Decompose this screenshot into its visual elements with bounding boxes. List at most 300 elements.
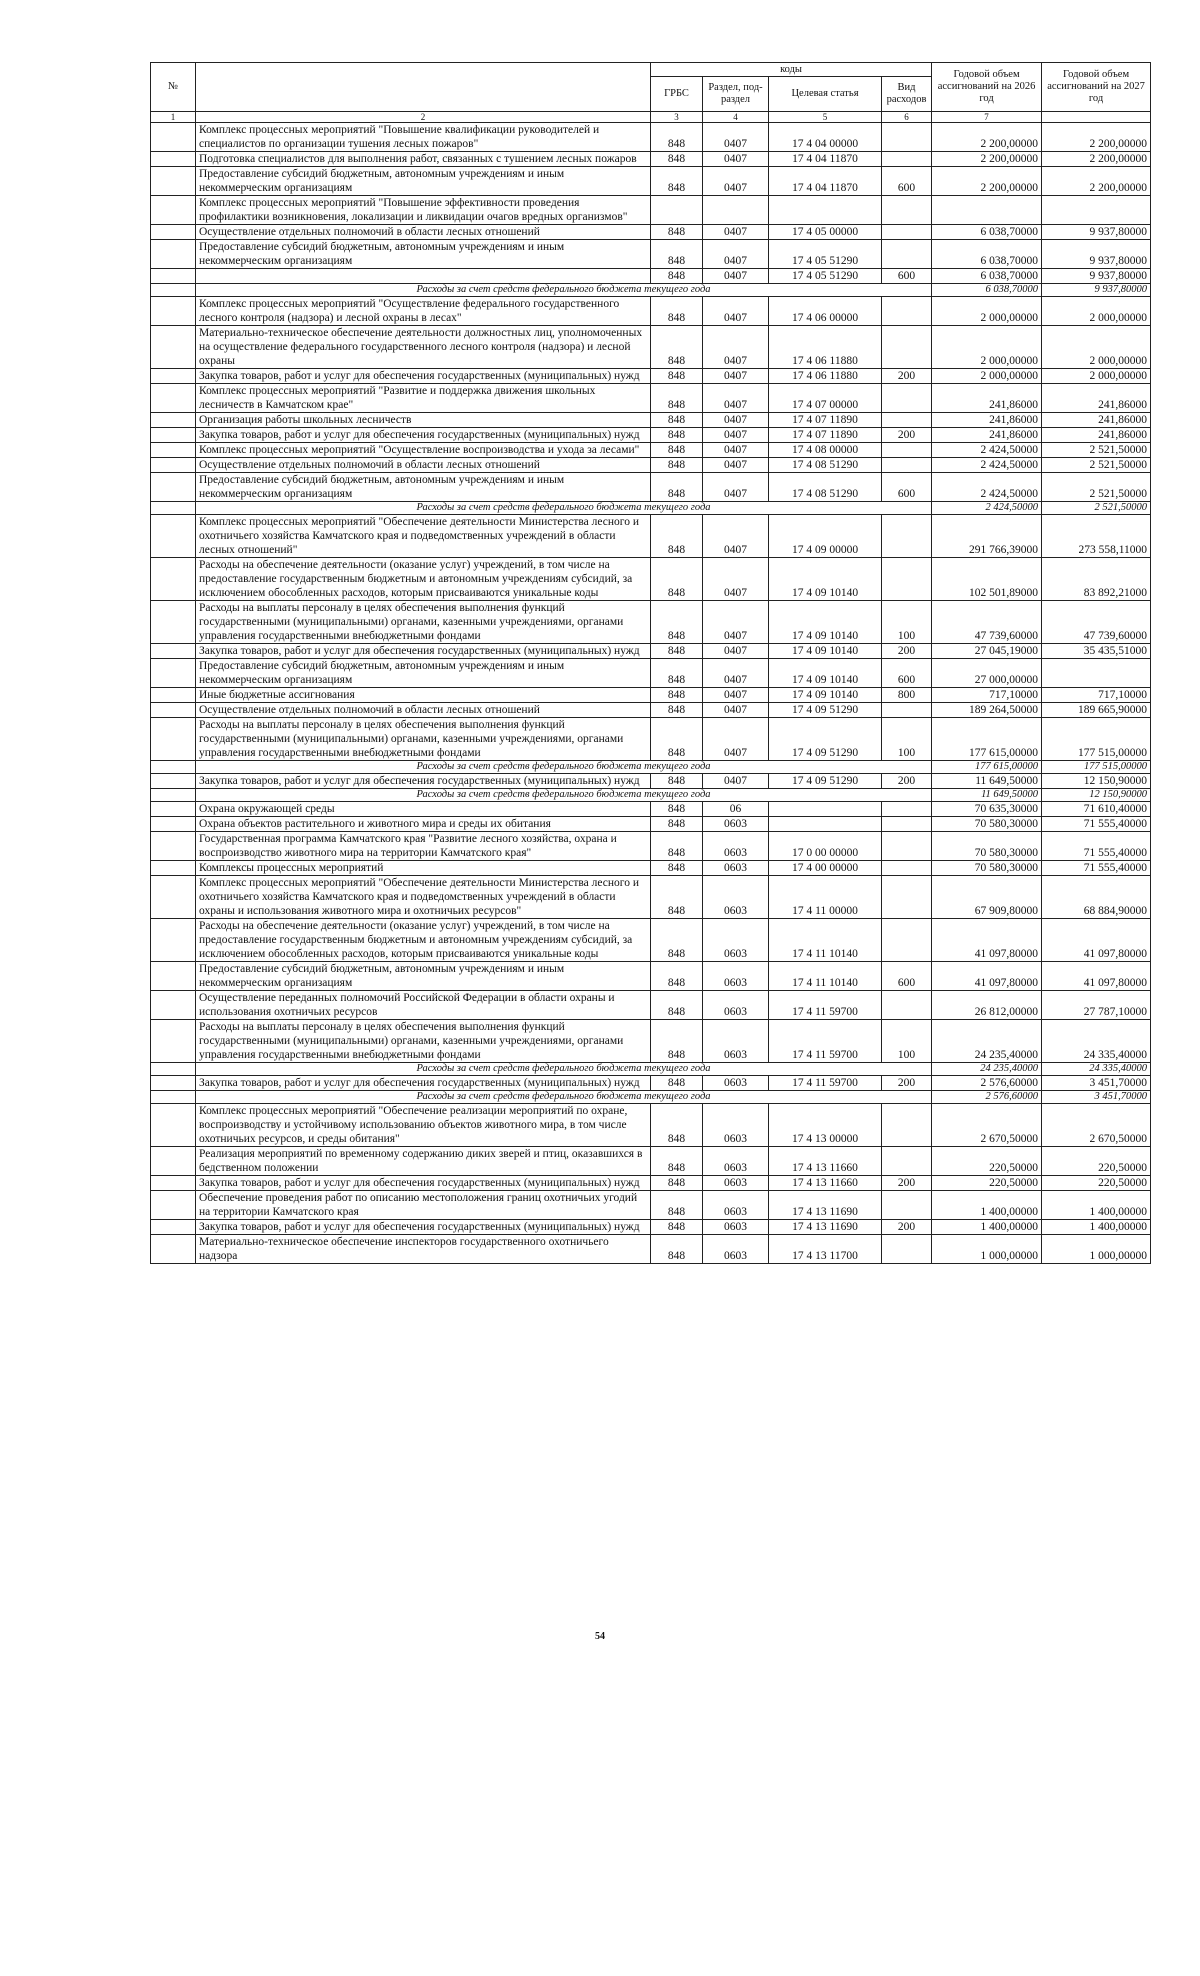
row-number-cell	[151, 659, 196, 688]
row-number-cell	[151, 369, 196, 384]
amount-2027: 2 521,50000	[1042, 443, 1151, 458]
target-article-code: 17 4 08 51290	[769, 473, 882, 502]
target-article-code	[769, 817, 882, 832]
expense-type-code	[882, 1104, 932, 1147]
target-article-code: 17 4 07 11890	[769, 428, 882, 443]
target-article-code: 17 4 09 10140	[769, 558, 882, 601]
target-article-code: 17 4 09 51290	[769, 774, 882, 789]
grbs-code: 848	[651, 152, 703, 167]
index-cell: 7	[932, 112, 1042, 123]
amount-2026: 177 615,00000	[932, 761, 1042, 774]
expense-name: Комплексы процессных мероприятий	[196, 861, 651, 876]
table-row	[151, 196, 1151, 225]
expense-type-code	[882, 443, 932, 458]
note-text: Расходы за счет средств федерального бюджета текущего года	[196, 789, 932, 802]
target-article-code: 17 4 06 11880	[769, 326, 882, 369]
row-number-cell	[151, 962, 196, 991]
grbs-code	[651, 196, 703, 225]
expense-name: Осуществление отдельных полномочий в области лесных отношений	[196, 703, 651, 718]
amount-2027: 2 000,00000	[1042, 297, 1151, 326]
expense-name: Комплекс процессных мероприятий "Развитие и поддержка движения школьных лесничеств в Камчатском крае"	[196, 384, 651, 413]
razdel-code: 0407	[703, 515, 769, 558]
table-row	[151, 167, 1151, 196]
razdel-code: 0407	[703, 269, 769, 284]
expense-name: Охрана окружающей среды	[196, 802, 651, 817]
table-row	[151, 1176, 1151, 1191]
amount-2027: 41 097,80000	[1042, 962, 1151, 991]
col-header-num: №	[151, 63, 196, 112]
row-number-cell	[151, 1020, 196, 1063]
table-row	[151, 1104, 1151, 1147]
row-number-cell	[151, 558, 196, 601]
amount-2026: 2 576,60000	[932, 1091, 1042, 1104]
federal-budget-note-row	[151, 284, 1151, 297]
amount-2026: 2 000,00000	[932, 326, 1042, 369]
amount-2026: 24 235,40000	[932, 1063, 1042, 1076]
amount-2026: 41 097,80000	[932, 919, 1042, 962]
amount-2027: 2 000,00000	[1042, 369, 1151, 384]
amount-2026: 70 635,30000	[932, 802, 1042, 817]
amount-2027: 241,86000	[1042, 413, 1151, 428]
index-cell	[1042, 112, 1151, 123]
grbs-code: 848	[651, 443, 703, 458]
target-article-code: 17 4 09 10140	[769, 688, 882, 703]
amount-2027: 177 515,00000	[1042, 718, 1151, 761]
col-header-vid: Вид расходов	[882, 77, 932, 112]
column-index-row	[151, 112, 1151, 123]
row-number-cell	[151, 644, 196, 659]
note-text: Расходы за счет средств федерального бюджета текущего года	[196, 1091, 932, 1104]
amount-2026: 220,50000	[932, 1176, 1042, 1191]
expense-name: Подготовка специалистов для выполнения работ, связанных с тушением лесных пожаров	[196, 152, 651, 167]
grbs-code: 848	[651, 1220, 703, 1235]
target-article-code: 17 4 13 11690	[769, 1191, 882, 1220]
amount-2026: 11 649,50000	[932, 774, 1042, 789]
row-number-cell	[151, 861, 196, 876]
table-row	[151, 991, 1151, 1020]
grbs-code: 848	[651, 1076, 703, 1091]
amount-2027: 1 000,00000	[1042, 1235, 1151, 1264]
target-article-code: 17 4 00 00000	[769, 861, 882, 876]
table-row	[151, 428, 1151, 443]
amount-2026: 47 739,60000	[932, 601, 1042, 644]
amount-2027: 1 400,00000	[1042, 1191, 1151, 1220]
row-number-cell	[151, 774, 196, 789]
target-article-code: 17 4 13 11700	[769, 1235, 882, 1264]
target-article-code: 17 4 13 11660	[769, 1147, 882, 1176]
grbs-code: 848	[651, 919, 703, 962]
table-row	[151, 802, 1151, 817]
amount-2027: 71 555,40000	[1042, 861, 1151, 876]
row-number-cell	[151, 761, 196, 774]
razdel-code: 0407	[703, 240, 769, 269]
grbs-code: 848	[651, 225, 703, 240]
table-row	[151, 919, 1151, 962]
col-header-razdel: Раздел, под-раздел	[703, 77, 769, 112]
row-number-cell	[151, 413, 196, 428]
expense-name: Комплекс процессных мероприятий "Осуществление воспроизводства и ухода за лесами"	[196, 443, 651, 458]
budget-sheet	[150, 62, 1150, 1264]
expense-type-code	[882, 326, 932, 369]
amount-2026: 67 909,80000	[932, 876, 1042, 919]
razdel-code: 0603	[703, 919, 769, 962]
amount-2027: 177 515,00000	[1042, 761, 1151, 774]
amount-2027: 9 937,80000	[1042, 240, 1151, 269]
expense-name: Обеспечение проведения работ по описанию местоположения границ охотничьих угодий на территории Камчатского края	[196, 1191, 651, 1220]
table-row	[151, 817, 1151, 832]
table-row	[151, 718, 1151, 761]
expense-name: Иные бюджетные ассигнования	[196, 688, 651, 703]
expense-type-code: 800	[882, 688, 932, 703]
table-row	[151, 369, 1151, 384]
amount-2027: 2 200,00000	[1042, 123, 1151, 152]
razdel-code: 0407	[703, 369, 769, 384]
amount-2026: 70 580,30000	[932, 817, 1042, 832]
row-number-cell	[151, 225, 196, 240]
expense-name: Государственная программа Камчатского края "Развитие лесного хозяйства, охрана и воспроизводство животного мира на территории Камчатского края"	[196, 832, 651, 861]
amount-2026: 27 045,19000	[932, 644, 1042, 659]
grbs-code: 848	[651, 1235, 703, 1264]
expense-type-code	[882, 1191, 932, 1220]
amount-2027: 189 665,90000	[1042, 703, 1151, 718]
amount-2027: 241,86000	[1042, 428, 1151, 443]
amount-2026: 2 000,00000	[932, 369, 1042, 384]
col-header-2026: Годовой объем ассигнований на 2026 год	[932, 63, 1042, 112]
amount-2026: 1 400,00000	[932, 1220, 1042, 1235]
target-article-code: 17 4 11 59700	[769, 991, 882, 1020]
row-number-cell	[151, 502, 196, 515]
expense-name: Комплекс процессных мероприятий "Обеспечение деятельности Министерства лесного и охотничьего хозяйства Камчатского края и подведомственных учреждений в области лесных отношений"	[196, 515, 651, 558]
grbs-code: 848	[651, 123, 703, 152]
table-row	[151, 443, 1151, 458]
amount-2026: 2 424,50000	[932, 502, 1042, 515]
target-article-code: 17 4 11 00000	[769, 876, 882, 919]
expense-type-code: 600	[882, 269, 932, 284]
target-article-code: 17 4 09 00000	[769, 515, 882, 558]
table-row	[151, 688, 1151, 703]
amount-2026: 6 038,70000	[932, 284, 1042, 297]
amount-2027: 41 097,80000	[1042, 919, 1151, 962]
amount-2027: 220,50000	[1042, 1147, 1151, 1176]
table-row	[151, 123, 1151, 152]
amount-2027: 9 937,80000	[1042, 284, 1151, 297]
row-number-cell	[151, 240, 196, 269]
razdel-code: 0407	[703, 688, 769, 703]
row-number-cell	[151, 297, 196, 326]
amount-2026: 2 424,50000	[932, 473, 1042, 502]
expense-type-code	[882, 196, 932, 225]
target-article-code: 17 4 11 10140	[769, 919, 882, 962]
note-text: Расходы за счет средств федерального бюджета текущего года	[196, 1063, 932, 1076]
table-row	[151, 962, 1151, 991]
expense-name: Закупка товаров, работ и услуг для обеспечения государственных (муниципальных) нужд	[196, 1076, 651, 1091]
expense-name: Охрана объектов растительного и животного мира и среды их обитания	[196, 817, 651, 832]
grbs-code: 848	[651, 458, 703, 473]
razdel-code: 0407	[703, 558, 769, 601]
row-number-cell	[151, 443, 196, 458]
razdel-code: 0603	[703, 1191, 769, 1220]
row-number-cell	[151, 1076, 196, 1091]
razdel-code: 06	[703, 802, 769, 817]
expense-type-code: 100	[882, 1020, 932, 1063]
razdel-code: 0407	[703, 458, 769, 473]
target-article-code: 17 4 09 10140	[769, 659, 882, 688]
razdel-code: 0603	[703, 1147, 769, 1176]
target-article-code: 17 4 09 10140	[769, 601, 882, 644]
row-number-cell	[151, 1191, 196, 1220]
target-article-code: 17 4 13 11660	[769, 1176, 882, 1191]
amount-2026: 6 038,70000	[932, 240, 1042, 269]
col-header-codes: коды	[651, 63, 932, 77]
amount-2027: 83 892,21000	[1042, 558, 1151, 601]
table-row	[151, 1020, 1151, 1063]
table-row	[151, 240, 1151, 269]
amount-2026: 241,86000	[932, 413, 1042, 428]
table-row	[151, 269, 1151, 284]
expense-name: Материально-техническое обеспечение деятельности должностных лиц, уполномоченных на осуществление федерального государственного лесного контроля (надзора) и лесной охраны	[196, 326, 651, 369]
table-row	[151, 384, 1151, 413]
table-row	[151, 659, 1151, 688]
razdel-code: 0407	[703, 473, 769, 502]
grbs-code: 848	[651, 269, 703, 284]
row-number-cell	[151, 817, 196, 832]
row-number-cell	[151, 384, 196, 413]
amount-2027: 68 884,90000	[1042, 876, 1151, 919]
expense-type-code	[882, 817, 932, 832]
row-number-cell	[151, 1104, 196, 1147]
amount-2027: 24 335,40000	[1042, 1020, 1151, 1063]
expense-type-code	[882, 225, 932, 240]
expense-type-code	[882, 413, 932, 428]
amount-2026	[932, 196, 1042, 225]
expense-name: Расходы на выплаты персоналу в целях обеспечения выполнения функций государственными (муниципальными) органами, казенными учреждениями, органами управления государственными внебюджетными фондами	[196, 601, 651, 644]
expense-type-code	[882, 861, 932, 876]
expense-type-code: 100	[882, 718, 932, 761]
table-row	[151, 1076, 1151, 1091]
amount-2026: 2 000,00000	[932, 297, 1042, 326]
grbs-code: 848	[651, 297, 703, 326]
amount-2027: 47 739,60000	[1042, 601, 1151, 644]
row-number-cell	[151, 123, 196, 152]
target-article-code: 17 4 11 59700	[769, 1076, 882, 1091]
target-article-code: 17 4 11 10140	[769, 962, 882, 991]
target-article-code: 17 4 09 51290	[769, 703, 882, 718]
expense-name: Осуществление переданных полномочий Российской Федерации в области охраны и использования охотничьих ресурсов	[196, 991, 651, 1020]
table-row	[151, 326, 1151, 369]
expense-name: Комплекс процессных мероприятий "Обеспечение реализации мероприятий по охране, воспроизводству и устойчивому использованию объектов животного мира, в том числе охотничьих ресурсов, и среды обитания"	[196, 1104, 651, 1147]
table-row	[151, 297, 1151, 326]
razdel-code: 0603	[703, 1020, 769, 1063]
grbs-code: 848	[651, 240, 703, 269]
table-row	[151, 152, 1151, 167]
col-header-grbs: ГРБС	[651, 77, 703, 112]
col-header-name	[196, 63, 651, 112]
row-number-cell	[151, 802, 196, 817]
expense-type-code	[882, 297, 932, 326]
table-row	[151, 601, 1151, 644]
grbs-code: 848	[651, 601, 703, 644]
razdel-code: 0603	[703, 1104, 769, 1147]
index-cell: 1	[151, 112, 196, 123]
amount-2026: 27 000,00000	[932, 659, 1042, 688]
expense-type-code: 100	[882, 601, 932, 644]
razdel-code: 0407	[703, 152, 769, 167]
grbs-code: 848	[651, 1104, 703, 1147]
row-number-cell	[151, 876, 196, 919]
razdel-code: 0407	[703, 718, 769, 761]
expense-type-code: 200	[882, 369, 932, 384]
amount-2027: 717,10000	[1042, 688, 1151, 703]
table-row	[151, 703, 1151, 718]
amount-2026: 2 576,60000	[932, 1076, 1042, 1091]
target-article-code: 17 4 07 11890	[769, 413, 882, 428]
target-article-code: 17 4 06 11880	[769, 369, 882, 384]
amount-2027: 2 200,00000	[1042, 167, 1151, 196]
row-number-cell	[151, 458, 196, 473]
grbs-code: 848	[651, 1191, 703, 1220]
expense-name: Предоставление субсидий бюджетным, автономным учреждениям и иным некоммерческим организациям	[196, 240, 651, 269]
razdel-code: 0407	[703, 297, 769, 326]
amount-2027: 12 150,90000	[1042, 789, 1151, 802]
expense-type-code: 200	[882, 1076, 932, 1091]
amount-2026: 717,10000	[932, 688, 1042, 703]
razdel-code: 0407	[703, 644, 769, 659]
razdel-code: 0407	[703, 413, 769, 428]
table-row	[151, 1235, 1151, 1264]
grbs-code: 848	[651, 802, 703, 817]
amount-2026: 1 400,00000	[932, 1191, 1042, 1220]
grbs-code: 848	[651, 473, 703, 502]
federal-budget-note-row	[151, 1063, 1151, 1076]
expense-name: Осуществление отдельных полномочий в области лесных отношений	[196, 225, 651, 240]
amount-2027	[1042, 196, 1151, 225]
razdel-code: 0603	[703, 1076, 769, 1091]
row-number-cell	[151, 991, 196, 1020]
expense-type-code: 200	[882, 774, 932, 789]
grbs-code: 848	[651, 428, 703, 443]
row-number-cell	[151, 1063, 196, 1076]
note-text: Расходы за счет средств федерального бюджета текущего года	[196, 284, 932, 297]
expense-type-code	[882, 384, 932, 413]
expense-type-code	[882, 832, 932, 861]
expense-type-code: 600	[882, 659, 932, 688]
grbs-code: 848	[651, 703, 703, 718]
amount-2027: 35 435,51000	[1042, 644, 1151, 659]
amount-2026: 220,50000	[932, 1147, 1042, 1176]
row-number-cell	[151, 284, 196, 297]
index-cell: 2	[196, 112, 651, 123]
amount-2027: 2 000,00000	[1042, 326, 1151, 369]
razdel-code: 0603	[703, 817, 769, 832]
expense-type-code	[882, 919, 932, 962]
amount-2026: 26 812,00000	[932, 991, 1042, 1020]
row-number-cell	[151, 473, 196, 502]
row-number-cell	[151, 1176, 196, 1191]
grbs-code: 848	[651, 326, 703, 369]
razdel-code: 0407	[703, 601, 769, 644]
table-row	[151, 832, 1151, 861]
expense-type-code: 200	[882, 644, 932, 659]
expense-type-code: 600	[882, 167, 932, 196]
amount-2027: 71 610,40000	[1042, 802, 1151, 817]
expense-name: Комплекс процессных мероприятий "Обеспечение деятельности Министерства лесного и охотничьего хозяйства Камчатского края и подведомственных учреждений в области охраны и использования животного мира и охотничьих ресурсов"	[196, 876, 651, 919]
table-row	[151, 1191, 1151, 1220]
table-row	[151, 458, 1151, 473]
target-article-code	[769, 196, 882, 225]
col-header-cst: Целевая статья	[769, 77, 882, 112]
expense-name: Реализация мероприятий по временному содержанию диких зверей и птиц, оказавшихся в бедственном положении	[196, 1147, 651, 1176]
row-number-cell	[151, 919, 196, 962]
expense-type-code: 200	[882, 428, 932, 443]
expense-name: Закупка товаров, работ и услуг для обеспечения государственных (муниципальных) нужд	[196, 644, 651, 659]
amount-2027: 27 787,10000	[1042, 991, 1151, 1020]
expense-name: Материально-техническое обеспечение инспекторов государственного охотничьего надзора	[196, 1235, 651, 1264]
grbs-code: 848	[651, 718, 703, 761]
grbs-code: 848	[651, 876, 703, 919]
row-number-cell	[151, 1147, 196, 1176]
amount-2026: 2 200,00000	[932, 123, 1042, 152]
razdel-code: 0407	[703, 123, 769, 152]
federal-budget-note-row	[151, 761, 1151, 774]
razdel-code: 0603	[703, 1235, 769, 1264]
target-article-code: 17 4 05 51290	[769, 269, 882, 284]
grbs-code: 848	[651, 1020, 703, 1063]
expense-name: Закупка товаров, работ и услуг для обеспечения государственных (муниципальных) нужд	[196, 428, 651, 443]
expense-type-code	[882, 240, 932, 269]
grbs-code: 848	[651, 817, 703, 832]
expense-name: Закупка товаров, работ и услуг для обеспечения государственных (муниципальных) нужд	[196, 1176, 651, 1191]
expense-type-code	[882, 876, 932, 919]
razdel-code: 0407	[703, 326, 769, 369]
amount-2026: 11 649,50000	[932, 789, 1042, 802]
expense-name: Расходы на обеспечение деятельности (оказание услуг) учреждений, в том числе на предоставление государственным бюджетным и автономным учреждениям субсидий, за исключением обособленных расходов, которым присваиваются уникальные коды	[196, 919, 651, 962]
razdel-code: 0603	[703, 861, 769, 876]
amount-2027: 3 451,70000	[1042, 1091, 1151, 1104]
expense-name: Осуществление отдельных полномочий в области лесных отношений	[196, 458, 651, 473]
federal-budget-note-row	[151, 502, 1151, 515]
grbs-code: 848	[651, 688, 703, 703]
amount-2027: 9 937,80000	[1042, 225, 1151, 240]
target-article-code	[769, 802, 882, 817]
expense-name: Предоставление субсидий бюджетным, автономным учреждениям и иным некоммерческим организациям	[196, 659, 651, 688]
grbs-code: 848	[651, 413, 703, 428]
expense-type-code	[882, 1147, 932, 1176]
grbs-code: 848	[651, 167, 703, 196]
row-number-cell	[151, 832, 196, 861]
amount-2026: 177 615,00000	[932, 718, 1042, 761]
target-article-code: 17 4 04 11870	[769, 152, 882, 167]
amount-2027: 71 555,40000	[1042, 832, 1151, 861]
row-number-cell	[151, 269, 196, 284]
amount-2027: 241,86000	[1042, 384, 1151, 413]
grbs-code: 848	[651, 832, 703, 861]
expense-name: Расходы на обеспечение деятельности (оказание услуг) учреждений, в том числе на предоставление государственным бюджетным и автономным учреждениям субсидий, за исключением обособленных расходов, которым присваиваются уникальные коды	[196, 558, 651, 601]
razdel-code: 0407	[703, 703, 769, 718]
amount-2027: 2 521,50000	[1042, 473, 1151, 502]
amount-2027: 24 335,40000	[1042, 1063, 1151, 1076]
index-cell: 6	[882, 112, 932, 123]
razdel-code: 0407	[703, 443, 769, 458]
expense-name: Предоставление субсидий бюджетным, автономным учреждениям и иным некоммерческим организациям	[196, 473, 651, 502]
expense-name: Предоставление субсидий бюджетным, автономным учреждениям и иным некоммерческим организациям	[196, 167, 651, 196]
table-row	[151, 876, 1151, 919]
grbs-code: 848	[651, 369, 703, 384]
table-row	[151, 225, 1151, 240]
razdel-code: 0603	[703, 876, 769, 919]
row-number-cell	[151, 428, 196, 443]
grbs-code: 848	[651, 991, 703, 1020]
row-number-cell	[151, 601, 196, 644]
